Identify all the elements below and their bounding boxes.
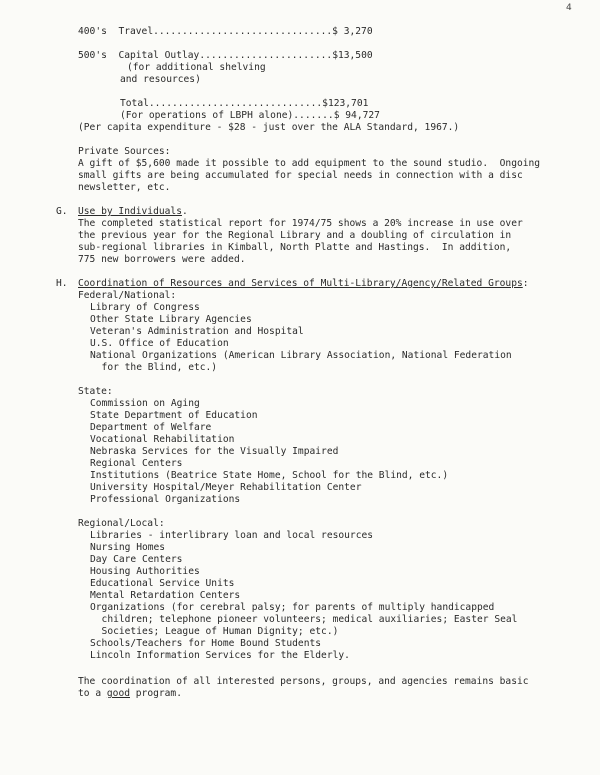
budget-total: Total..............................$123,701 [120, 98, 369, 109]
list-item: Educational Service Units [90, 578, 235, 589]
list-item: Organizations (for cerebral palsy; for parents of multiply handicapped [90, 602, 495, 613]
private-line: newsletter, etc. [78, 182, 171, 193]
list-item: Vocational Rehabilitation [90, 434, 235, 445]
section-g-line: sub-regional libraries in Kimball, North Platte and Hastings. In addition, [78, 242, 512, 253]
section-g-title: Use by Individuals. [78, 206, 188, 217]
list-item: Regional Centers [90, 458, 183, 469]
list-item: Commission on Aging [90, 398, 200, 409]
list-item: Day Care Centers [90, 554, 183, 565]
list-item: Societies; League of Human Dignity; etc.) [90, 626, 339, 637]
federal-heading: Federal/National: [78, 290, 177, 301]
list-item: Department of Welfare [90, 422, 212, 433]
private-line: small gifts are being accumulated for special needs in connection with a disc [78, 170, 523, 181]
list-item: Housing Authorities [90, 566, 200, 577]
section-h-title: Coordination of Resources and Services of Multi-Library/Agency/Related Groups: [78, 278, 529, 289]
budget-lbph: (For operations of LBPH alone).......$ 94,727 [120, 110, 380, 121]
budget-travel: 400's Travel...............................$ 3,270 [78, 26, 373, 37]
list-item: Veteran's Administration and Hospital [90, 326, 304, 337]
page-number: 4 [566, 3, 572, 13]
state-heading: State: [78, 386, 113, 397]
regional-heading: Regional/Local: [78, 518, 165, 529]
list-item: Libraries - interlibrary loan and local resources [90, 530, 374, 541]
list-item: State Department of Education [90, 410, 258, 421]
section-g-line: the previous year for the Regional Library and a doubling of circulation in [78, 230, 512, 241]
section-g-line: The completed statistical report for 1974/75 shows a 20% increase in use over [78, 218, 523, 229]
closing-line: The coordination of all interested persons, groups, and agencies remains basic [78, 676, 529, 687]
list-item: U.S. Office of Education [90, 338, 229, 349]
budget-capital-note: and resources) [120, 74, 201, 85]
budget-capital-note: (for additional shelving [127, 62, 266, 73]
list-item: for the Blind, etc.) [90, 362, 218, 373]
list-item: children; telephone pioneer volunteers; medical auxiliaries; Easter Seal [90, 614, 518, 625]
private-line: A gift of $5,600 made it possible to add equipment to the sound studio. Ongoing [78, 158, 541, 169]
budget-capital: 500's Capital Outlay.......................$13,500 [78, 50, 373, 61]
list-item: Nebraska Services for the Visually Impaired [90, 446, 339, 457]
section-g-letter: G. [56, 206, 68, 217]
closing-line: to a good program. [78, 688, 182, 699]
list-item: Lincoln Information Services for the Elderly. [90, 650, 350, 661]
list-item: Other State Library Agencies [90, 314, 252, 325]
list-item: Professional Organizations [90, 494, 241, 505]
list-item: National Organizations (American Library Association, National Federation [90, 350, 512, 361]
list-item: Library of Congress [90, 302, 200, 313]
list-item: Schools/Teachers for Home Bound Students [90, 638, 322, 649]
list-item: Nursing Homes [90, 542, 166, 553]
list-item: Institutions (Beatrice State Home, School for the Blind, etc.) [90, 470, 449, 481]
list-item: Mental Retardation Centers [90, 590, 241, 601]
list-item: University Hospital/Meyer Rehabilitation Center [90, 482, 362, 493]
private-heading: Private Sources: [78, 146, 171, 157]
section-h-letter: H. [56, 278, 68, 289]
section-g-line: 775 new borrowers were added. [78, 254, 246, 265]
per-capita-note: (Per capita expenditure - $28 - just over the ALA Standard, 1967.) [78, 122, 460, 133]
